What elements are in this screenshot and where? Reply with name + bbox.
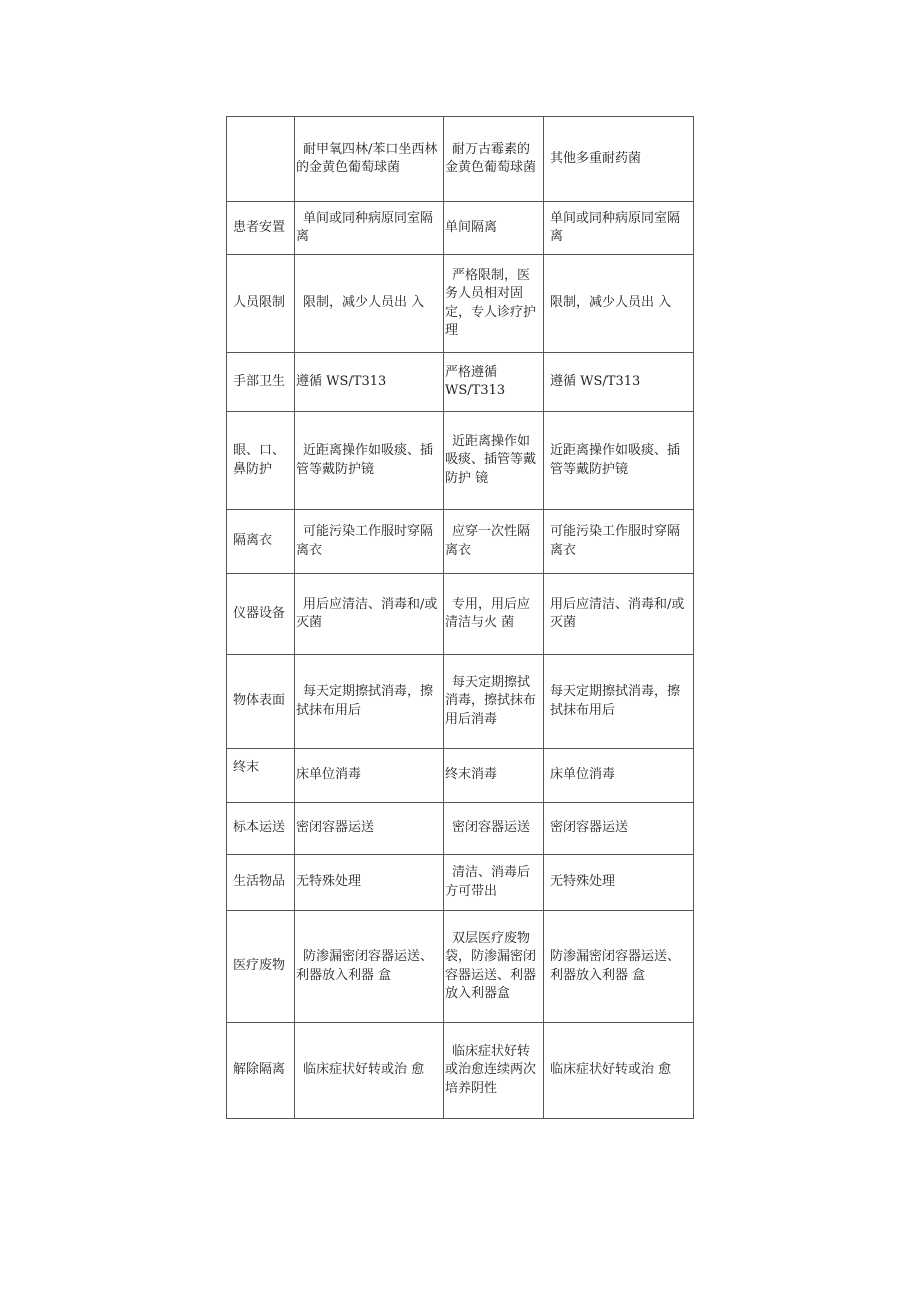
cell-other: 单间或同种病原同室隔离 — [544, 202, 694, 255]
cell-vrsa: 近距离操作如吸痰、插管等戴防护 镜 — [444, 412, 544, 510]
cell-other: 防渗漏密闭容器运送、利器放入利器 盒 — [544, 911, 694, 1023]
cell-mrsa: 遵循 WS/T313 — [295, 353, 444, 412]
cell-mrsa: 用后应清洁、消毒和/或灭菌 — [295, 574, 444, 655]
row-label: 终末 — [227, 749, 295, 803]
table-row — [227, 202, 694, 255]
header-mrsa: 耐甲氧四林/苯口坐西林的金黄色葡萄球菌 — [295, 117, 444, 202]
cell-other: 临床症状好转或治 愈 — [544, 1023, 694, 1119]
cell-mrsa: 无特殊处理 — [295, 855, 444, 911]
cell-mrsa: 防渗漏密闭容器运送、利器放入利器 盒 — [295, 911, 444, 1023]
table-row — [227, 855, 694, 911]
header-vrsa: 耐万古霉素的金黄色葡萄球菌 — [444, 117, 544, 202]
cell-vrsa: 严格限制，医务人员相对固定，专人诊疗护理 — [444, 255, 544, 353]
cell-mrsa: 密闭容器运送 — [295, 803, 444, 855]
cell-vrsa: 清洁、消毒后方可带出 — [444, 855, 544, 911]
table-row — [227, 749, 694, 803]
table-row — [227, 255, 694, 353]
cell-mrsa: 临床症状好转或治 愈 — [295, 1023, 444, 1119]
table-row — [227, 412, 694, 510]
row-label: 解除隔离 — [227, 1023, 295, 1119]
table-row — [227, 574, 694, 655]
row-label: 眼、口、鼻防护 — [227, 412, 295, 510]
table-row — [227, 1023, 694, 1119]
header-blank — [227, 117, 295, 202]
row-label: 标本运送 — [227, 803, 295, 855]
cell-mrsa: 限制，减少人员出 入 — [295, 255, 444, 353]
cell-vrsa: 应穿一次性隔离衣 — [444, 510, 544, 574]
cell-other: 用后应清洁、消毒和/或灭菌 — [544, 574, 694, 655]
cell-other: 遵循 WS/T313 — [544, 353, 694, 412]
row-label: 仪器设备 — [227, 574, 295, 655]
row-label: 人员限制 — [227, 255, 295, 353]
row-label: 物体表面 — [227, 655, 295, 749]
cell-other: 限制，减少人员出 入 — [544, 255, 694, 353]
cell-other: 近距离操作如吸痰、插管等戴防护镜 — [544, 412, 694, 510]
cell-mrsa: 可能污染工作服时穿隔离衣 — [295, 510, 444, 574]
cell-vrsa: 专用，用后应清洁与火 菌 — [444, 574, 544, 655]
table-row — [227, 911, 694, 1023]
header-row — [227, 117, 694, 202]
cell-vrsa: 终末消毒 — [444, 749, 544, 803]
header-other-mdro: 其他多重耐药菌 — [544, 117, 694, 202]
cell-vrsa: 临床症状好转或治愈连续两次培养阴性 — [444, 1023, 544, 1119]
isolation-measures-table — [226, 116, 694, 1119]
cell-mrsa: 近距离操作如吸痰、插管等戴防护镜 — [295, 412, 444, 510]
cell-other: 密闭容器运送 — [544, 803, 694, 855]
cell-vrsa: 严格遵循WS/T313 — [444, 353, 544, 412]
row-label: 手部卫生 — [227, 353, 295, 412]
row-label: 隔离衣 — [227, 510, 295, 574]
row-label: 患者安置 — [227, 202, 295, 255]
cell-other: 无特殊处理 — [544, 855, 694, 911]
cell-other: 可能污染工作服时穿隔离衣 — [544, 510, 694, 574]
cell-mrsa: 单间或同种病原同室隔离 — [295, 202, 444, 255]
row-label: 医疗废物 — [227, 911, 295, 1023]
table-row — [227, 655, 694, 749]
cell-other: 每天定期擦拭消毒，擦拭抹布用后 — [544, 655, 694, 749]
table-row — [227, 803, 694, 855]
cell-vrsa: 单间隔离 — [444, 202, 544, 255]
cell-vrsa: 双层医疗废物袋，防渗漏密闭容器运送、利器放入利器盒 — [444, 911, 544, 1023]
cell-other: 床单位消毒 — [544, 749, 694, 803]
cell-mrsa: 每天定期擦拭消毒，擦拭抹布用后 — [295, 655, 444, 749]
table-row — [227, 353, 694, 412]
cell-vrsa: 密闭容器运送 — [444, 803, 544, 855]
table-row — [227, 510, 694, 574]
cell-vrsa: 每天定期擦拭消毒，擦拭抹布用后消毒 — [444, 655, 544, 749]
row-label: 生活物品 — [227, 855, 295, 911]
cell-mrsa: 床单位消毒 — [295, 749, 444, 803]
